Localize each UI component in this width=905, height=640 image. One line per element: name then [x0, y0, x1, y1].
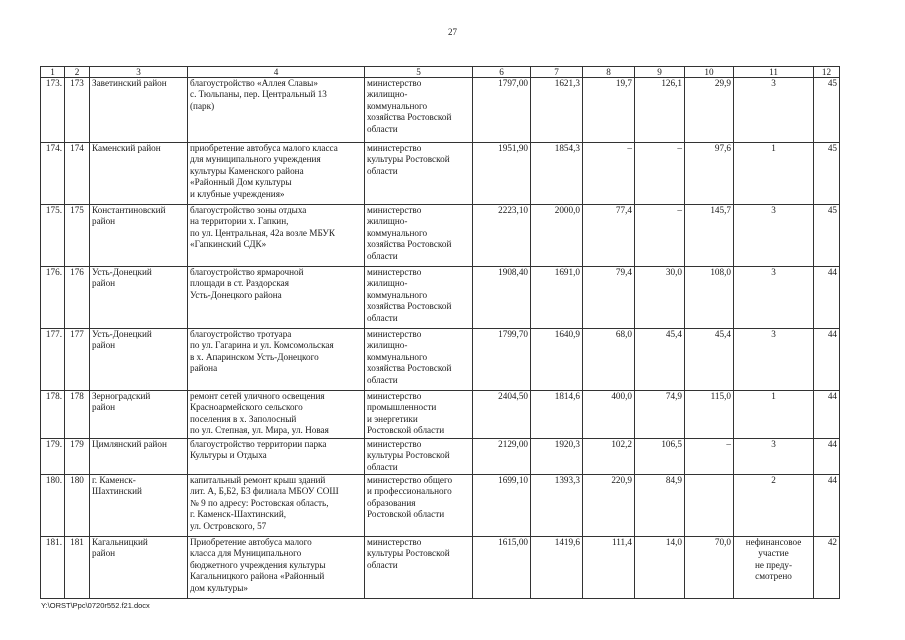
- project-id-cell: 179: [65, 439, 90, 475]
- table-row: [41, 439, 840, 475]
- project-id-cell: 180: [65, 475, 90, 537]
- project-description-cell: Приобретение автобуса малого класса для Муниципального бюджетного учреждения культуры Кагальницкого района «Районный дом культуры»: [188, 537, 365, 599]
- column-number: 5: [365, 67, 473, 78]
- project-id-cell: 181: [65, 537, 90, 599]
- col11-value-cell: 1: [734, 391, 814, 439]
- score-cell: 44: [814, 329, 840, 391]
- score-cell: 44: [814, 391, 840, 439]
- row-number-cell: 181.: [41, 537, 65, 599]
- projects-table: [40, 66, 840, 599]
- table-row: [41, 205, 840, 267]
- row-number-cell: 177.: [41, 329, 65, 391]
- project-description-cell: благоустройство тротуара по ул. Гагарина и ул. Комсомольская в х. Апаринском Усть-Донецкого района: [188, 329, 365, 391]
- column-number: 8: [583, 67, 635, 78]
- total-cost-cell: 1799,70: [473, 329, 531, 391]
- col9-value-cell: 74,9: [635, 391, 685, 439]
- column-number: 7: [531, 67, 583, 78]
- col10-value-cell: 145,7: [685, 205, 734, 267]
- district-cell: Кагальницкий район: [90, 537, 188, 599]
- col11-value-cell: 3: [734, 329, 814, 391]
- project-description-cell: ремонт сетей уличного освещения Красноармейского сельского поселения в х. Заполосный по ул. Степная, ул. Мира, ул. Новая: [188, 391, 365, 439]
- col8-value-cell: 400,0: [583, 391, 635, 439]
- col8-value-cell: 102,2: [583, 439, 635, 475]
- col11-value-cell: 3: [734, 439, 814, 475]
- project-description-cell: благоустройство территории парка Культуры и Отдыха: [188, 439, 365, 475]
- col8-value-cell: –: [583, 143, 635, 205]
- table-row: [41, 475, 840, 537]
- project-description-cell: благоустройство зоны отдыха на территории х. Гапкин, по ул. Центральная, 42а возле МБУК «Гапкинский СДК»: [188, 205, 365, 267]
- score-cell: 44: [814, 439, 840, 475]
- table-row: [41, 143, 840, 205]
- column-number: 2: [65, 67, 90, 78]
- ministry-cell: министерство общего и профессионального образования Ростовской области: [365, 475, 473, 537]
- col10-value-cell: 108,0: [685, 267, 734, 329]
- col8-value-cell: 111,4: [583, 537, 635, 599]
- col9-value-cell: 45,4: [635, 329, 685, 391]
- total-cost-cell: 1908,40: [473, 267, 531, 329]
- row-number-cell: 180.: [41, 475, 65, 537]
- col10-value-cell: 70,0: [685, 537, 734, 599]
- col11-value-cell: 2: [734, 475, 814, 537]
- table-row: [41, 537, 840, 599]
- col9-value-cell: 84,9: [635, 475, 685, 537]
- project-description-cell: благоустройство ярмарочной площади в ст. Раздорская Усть-Донецкого района: [188, 267, 365, 329]
- col11-value-cell: нефинансовое участие не преду- смотрено: [734, 537, 814, 599]
- column-number: 4: [188, 67, 365, 78]
- total-cost-cell: 2129,00: [473, 439, 531, 475]
- col10-value-cell: 97,6: [685, 143, 734, 205]
- ministry-cell: министерство культуры Ростовской области: [365, 537, 473, 599]
- ministry-cell: министерство жилищно- коммунального хозяйства Ростовской области: [365, 267, 473, 329]
- project-id-cell: 173: [65, 78, 90, 143]
- score-cell: 44: [814, 475, 840, 537]
- col9-value-cell: 14,0: [635, 537, 685, 599]
- col10-value-cell: –: [685, 439, 734, 475]
- col9-value-cell: 106,5: [635, 439, 685, 475]
- score-cell: 45: [814, 143, 840, 205]
- total-cost-cell: 2404,50: [473, 391, 531, 439]
- total-cost-cell: 1797,00: [473, 78, 531, 143]
- row-number-cell: 179.: [41, 439, 65, 475]
- district-cell: г. Каменск- Шахтинский: [90, 475, 188, 537]
- project-description-cell: капитальный ремонт крыш зданий лит. А, Б,Б2, Б3 филиала МБОУ СОШ № 9 по адресу: Ростовская область, г. Каменск-Шахтинский, ул. Островского, 57: [188, 475, 365, 537]
- page-number: 27: [448, 27, 457, 37]
- col8-value-cell: 68,0: [583, 329, 635, 391]
- total-cost-cell: 2223,10: [473, 205, 531, 267]
- project-id-cell: 175: [65, 205, 90, 267]
- row-number-cell: 174.: [41, 143, 65, 205]
- col8-value-cell: 79,4: [583, 267, 635, 329]
- col7-value-cell: 1419,6: [531, 537, 583, 599]
- col11-value-cell: 3: [734, 205, 814, 267]
- ministry-cell: министерство жилищно- коммунального хозяйства Ростовской области: [365, 205, 473, 267]
- col10-value-cell: 29,9: [685, 78, 734, 143]
- row-number-cell: 175.: [41, 205, 65, 267]
- district-cell: Усть-Донецкий район: [90, 329, 188, 391]
- project-description-cell: приобретение автобуса малого класса для муниципального учреждения культуры Каменского района «Районный Дом культуры и клубные учреждения»: [188, 143, 365, 205]
- ministry-cell: министерство культуры Ростовской области: [365, 143, 473, 205]
- project-id-cell: 178: [65, 391, 90, 439]
- column-number: 3: [90, 67, 188, 78]
- col11-value-cell: 3: [734, 267, 814, 329]
- row-number-cell: 176.: [41, 267, 65, 329]
- district-cell: Усть-Донецкий район: [90, 267, 188, 329]
- col7-value-cell: 1691,0: [531, 267, 583, 329]
- col10-value-cell: 45,4: [685, 329, 734, 391]
- col9-value-cell: –: [635, 143, 685, 205]
- col8-value-cell: 19,7: [583, 78, 635, 143]
- col9-value-cell: –: [635, 205, 685, 267]
- total-cost-cell: 1699,10: [473, 475, 531, 537]
- col7-value-cell: 1621,3: [531, 78, 583, 143]
- table-row: [41, 267, 840, 329]
- col7-value-cell: 1814,6: [531, 391, 583, 439]
- table-row: [41, 78, 840, 143]
- col8-value-cell: 77,4: [583, 205, 635, 267]
- col10-value-cell: [685, 475, 734, 537]
- column-number: 1: [41, 67, 65, 78]
- project-id-cell: 174: [65, 143, 90, 205]
- district-cell: Цимлянский район: [90, 439, 188, 475]
- col7-value-cell: 1854,3: [531, 143, 583, 205]
- col9-value-cell: 126,1: [635, 78, 685, 143]
- district-cell: Константиновский район: [90, 205, 188, 267]
- ministry-cell: министерство жилищно- коммунального хозяйства Ростовской области: [365, 78, 473, 143]
- score-cell: 45: [814, 78, 840, 143]
- ministry-cell: министерство культуры Ростовской области: [365, 439, 473, 475]
- col7-value-cell: 1640,9: [531, 329, 583, 391]
- score-cell: 42: [814, 537, 840, 599]
- column-number: 9: [635, 67, 685, 78]
- row-number-cell: 173.: [41, 78, 65, 143]
- total-cost-cell: 1615,00: [473, 537, 531, 599]
- column-number-row: [41, 67, 840, 78]
- project-id-cell: 176: [65, 267, 90, 329]
- table-row: [41, 329, 840, 391]
- column-number: 11: [734, 67, 814, 78]
- column-number: 10: [685, 67, 734, 78]
- column-number: 6: [473, 67, 531, 78]
- table-row: [41, 391, 840, 439]
- project-description-cell: благоустройство «Аллея Славы» с. Тюльпаны, пер. Центральный 13 (парк): [188, 78, 365, 143]
- row-number-cell: 178.: [41, 391, 65, 439]
- col7-value-cell: 1920,3: [531, 439, 583, 475]
- total-cost-cell: 1951,90: [473, 143, 531, 205]
- project-id-cell: 177: [65, 329, 90, 391]
- score-cell: 44: [814, 267, 840, 329]
- district-cell: Зерноградский район: [90, 391, 188, 439]
- district-cell: Каменский район: [90, 143, 188, 205]
- file-path-footer: Y:\ORST\Ppc\0720r552.f21.docx: [41, 601, 150, 610]
- col11-value-cell: 3: [734, 78, 814, 143]
- column-number: 12: [814, 67, 840, 78]
- col9-value-cell: 30,0: [635, 267, 685, 329]
- col8-value-cell: 220,9: [583, 475, 635, 537]
- ministry-cell: министерство жилищно- коммунального хозяйства Ростовской области: [365, 329, 473, 391]
- district-cell: Заветинский район: [90, 78, 188, 143]
- ministry-cell: министерство промышленности и энергетики Ростовской области: [365, 391, 473, 439]
- col7-value-cell: 1393,3: [531, 475, 583, 537]
- score-cell: 45: [814, 205, 840, 267]
- col7-value-cell: 2000,0: [531, 205, 583, 267]
- col10-value-cell: 115,0: [685, 391, 734, 439]
- col11-value-cell: 1: [734, 143, 814, 205]
